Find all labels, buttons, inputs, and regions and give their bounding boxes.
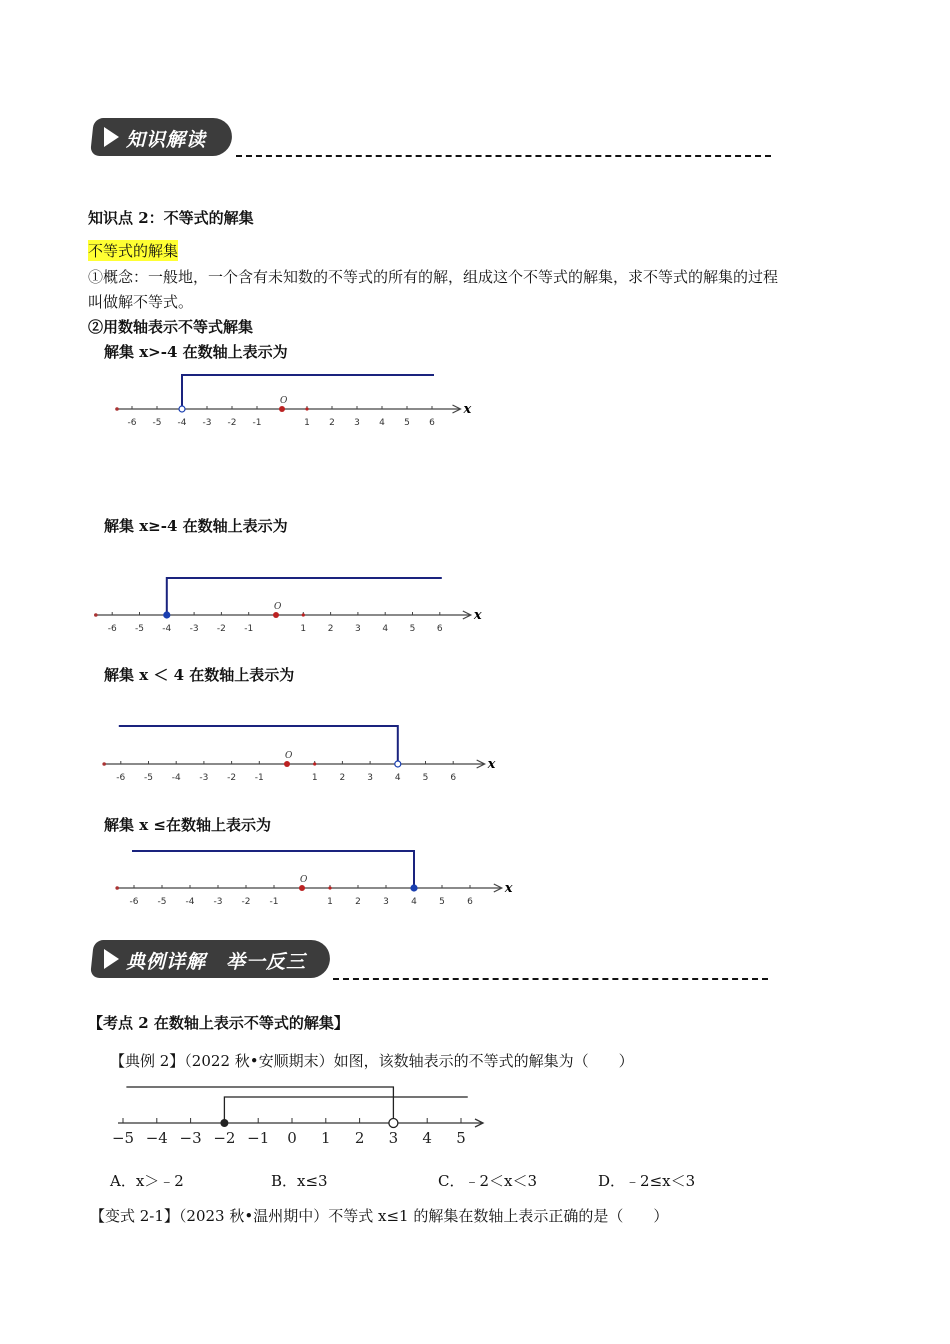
solution-bar — [132, 851, 414, 888]
origin-dot — [299, 885, 305, 891]
tick-label: 2 — [329, 418, 335, 428]
section-banner-examples — [92, 940, 334, 978]
tick-label: -6 — [127, 418, 137, 428]
tick-label: -4 — [185, 897, 195, 907]
unit-dot — [305, 407, 308, 410]
tick-label: -3 — [189, 624, 199, 634]
tick-label: 4 — [394, 773, 401, 783]
axis-var-label: x — [487, 757, 496, 772]
unit-dot — [302, 613, 305, 616]
tick-label: -1 — [244, 624, 254, 634]
example-caption-4: 解集 x ≤在数轴上表示为 — [104, 816, 271, 834]
tick-label: 3 — [367, 773, 373, 783]
open-endpoint — [389, 1119, 398, 1128]
unit-dot — [328, 886, 331, 889]
tick-label: -5 — [157, 897, 167, 907]
concept-line-2: 叫做解不等式。 — [88, 293, 194, 311]
concept-line-1: ①概念：一般地，一个含有未知数的不等式的所有的解，组成这个不等式的解集，求不等式的解集的过程 — [88, 268, 779, 286]
tick-label: -6 — [107, 624, 117, 634]
tick-label: -3 — [202, 418, 212, 428]
variant-2-1-question: 【变式 2-1】（2023 秋•温州期中）不等式 x≤1 的解集在数轴上表示正确的是（ ） — [90, 1207, 669, 1225]
tick-label: 5 — [439, 897, 445, 907]
origin-label: O — [280, 396, 288, 406]
tick-label: 4 — [379, 418, 385, 428]
tick-label: 4 — [411, 897, 417, 907]
tick-label: 4 — [422, 1129, 432, 1147]
tick-label: 5 — [456, 1129, 466, 1147]
tick-label: -1 — [254, 773, 264, 783]
unit-dot — [313, 762, 316, 765]
option-c[interactable]: C．﹣2＜x＜3 — [438, 1172, 538, 1190]
tick-label: 5 — [409, 624, 416, 634]
example-caption-3: 解集 x ＜ 4 在数轴上表示为 — [104, 666, 295, 684]
tick-label: −4 — [145, 1129, 168, 1147]
tick-label: −3 — [179, 1129, 202, 1147]
solution-bar — [182, 375, 434, 409]
axis-var-label: x — [473, 608, 482, 623]
banner-label: 典例详解 举一反三 — [126, 951, 307, 973]
tick-label: 5 — [404, 418, 410, 428]
origin-dot — [279, 406, 285, 412]
tick-label: 3 — [388, 1129, 399, 1147]
axis-start-dot — [115, 407, 119, 411]
tick-label: 1 — [321, 1129, 331, 1147]
tick-label: 1 — [300, 624, 307, 634]
solution-bar — [119, 726, 398, 764]
section-banner-knowledge — [92, 118, 237, 156]
axis-var-label: x — [504, 881, 513, 896]
solution-bar-lower-bound — [224, 1097, 467, 1123]
tick-label: -4 — [162, 624, 172, 634]
example-caption-1: 解集 x>-4 在数轴上表示为 — [104, 343, 288, 361]
solution-bar-upper-bound — [126, 1087, 393, 1123]
tick-label: -3 — [213, 897, 223, 907]
tick-label: -4 — [171, 773, 181, 783]
play-arrow-icon — [104, 949, 119, 969]
solution-bar — [167, 578, 442, 615]
tick-label: -5 — [152, 418, 162, 428]
number-line-3 — [96, 718, 506, 788]
tick-label: -4 — [177, 418, 187, 428]
tick-label: 4 — [382, 624, 389, 634]
question-number-line — [104, 1085, 504, 1150]
numberline-heading: ②用数轴表示不等式解集 — [88, 318, 254, 336]
tick-label: 3 — [383, 897, 389, 907]
open-endpoint — [395, 761, 401, 767]
tick-label: 1 — [304, 418, 310, 428]
tick-label: 5 — [422, 773, 429, 783]
tick-label: -6 — [116, 773, 126, 783]
option-b[interactable]: B．x≤3 — [271, 1172, 328, 1190]
tick-label: 1 — [311, 773, 318, 783]
tick-label: 6 — [436, 624, 443, 634]
number-line-1 — [110, 365, 490, 435]
origin-dot — [273, 612, 279, 618]
axis-start-dot — [102, 762, 106, 766]
tick-label: -1 — [252, 418, 262, 428]
tick-label: -1 — [269, 897, 279, 907]
tick-label: 2 — [354, 1129, 365, 1147]
origin-label: O — [300, 875, 308, 885]
tick-label: -2 — [227, 773, 237, 783]
option-d[interactable]: D．﹣2≤x＜3 — [598, 1172, 696, 1190]
open-endpoint — [179, 406, 185, 412]
tick-label: -6 — [129, 897, 139, 907]
tick-label: 1 — [327, 897, 333, 907]
tick-label: -2 — [227, 418, 237, 428]
axis-start-dot — [94, 613, 98, 617]
origin-label: O — [285, 751, 293, 761]
banner-label: 知识解读 — [126, 129, 207, 151]
highlight-term: 不等式的解集 — [88, 242, 179, 260]
tick-label: 3 — [355, 624, 361, 634]
tick-label: 2 — [355, 897, 361, 907]
tick-label: 0 — [287, 1129, 297, 1147]
play-arrow-icon — [104, 127, 119, 147]
tick-label: -3 — [199, 773, 209, 783]
tick-label: 6 — [450, 773, 457, 783]
tick-label: -5 — [144, 773, 153, 783]
axis-start-dot — [115, 886, 119, 890]
tick-label: −5 — [111, 1129, 135, 1147]
tick-label: 3 — [354, 418, 360, 428]
tick-label: -5 — [135, 624, 144, 634]
origin-dot — [284, 761, 290, 767]
closed-endpoint — [220, 1119, 228, 1127]
tick-label: 6 — [467, 897, 473, 907]
exam-point-label: 【考点 2 在数轴上表示不等式的解集】 — [88, 1014, 349, 1032]
tick-label: 2 — [327, 624, 334, 634]
divider — [236, 155, 771, 157]
tick-label: -2 — [216, 624, 226, 634]
tick-label: −1 — [247, 1129, 270, 1147]
axis-var-label: x — [463, 402, 472, 417]
tick-label: −2 — [213, 1129, 236, 1147]
example-caption-2: 解集 x≥-4 在数轴上表示为 — [104, 517, 288, 535]
option-a[interactable]: A．x＞﹣2 — [110, 1172, 184, 1190]
tick-label: 6 — [429, 418, 435, 428]
divider — [333, 978, 768, 980]
origin-label: O — [274, 602, 282, 612]
number-line-2 — [86, 570, 496, 640]
number-line-4 — [110, 843, 530, 913]
tick-label: 2 — [339, 773, 346, 783]
example-2-question: 【典例 2】（2022 秋•安顺期末）如图，该数轴表示的不等式的解集为（ ） — [110, 1052, 634, 1070]
closed-endpoint — [164, 612, 170, 618]
knowledge-heading: 知识点 2：不等式的解集 — [88, 209, 254, 227]
closed-endpoint — [411, 885, 417, 891]
tick-label: -2 — [241, 897, 251, 907]
